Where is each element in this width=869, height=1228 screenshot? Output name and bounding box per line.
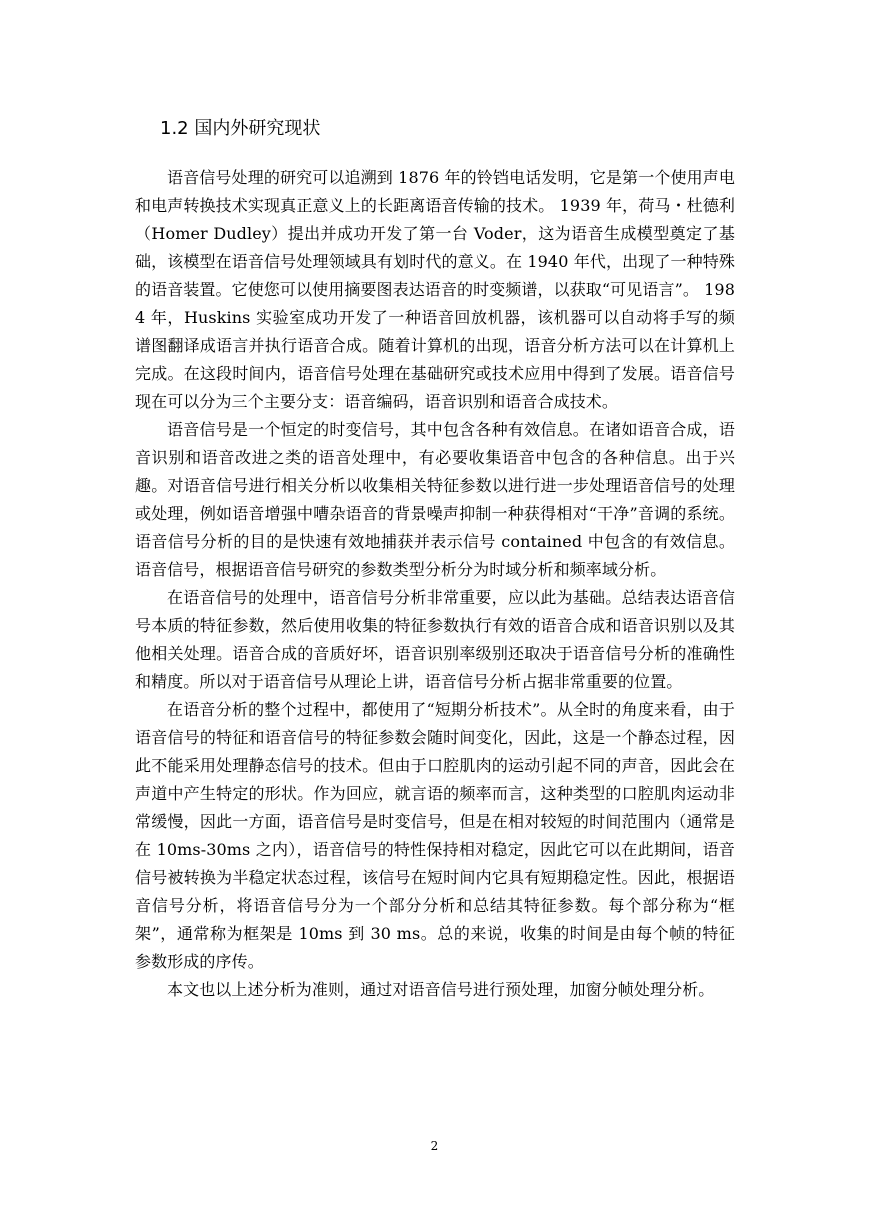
paragraph-4: 在语音分析的整个过程中，都使用了“短期分析技术”。从全时的角度来看，由于语音信号的特征和语音信号的特征参数会随时间变化，因此，这是一个静态过程，因此不能采用处理静态信号的技术。但由于口腔肌肉的运动引起不同的声音，因此会在声道中产生特定的形状。作为回应，就言语的频率而言，这种类型的口腔肌肉运动非常缓慢，因此一方面，语音信号是时变信号，但是在相对较短的时间范围内（通常是在 10ms-30ms 之内），语音信号的特性保持相对稳定，因此它可以在此期间，语音信号被转换为半稳定状态过程，该信号在短时间内它具有短期稳定性。因此，根据语音信号分析，将语音信号分为一个部分分析和总结其特征参数。每个部分称为“框架”，通常称为框架是 10ms 到 30 ms。总的来说，收集的时间是由每个帧的特征参数形成的序传。 xyxy=(135,700,735,971)
paragraph-3: 在语音信号的处理中，语音信号分析非常重要，应以此为基础。总结表达语音信号本质的特征参数，然后使用收集的特征参数执行有效的语音合成和语音识别以及其他相关处理。语音合成的音质好坏，语音识别率级别还取决于语音信号分析的准确性和精度。所以对于语音信号从理论上讲，语音信号分析占据非常重要的位置。 xyxy=(135,588,735,691)
paragraph-5: 本文也以上述分析为准则，通过对语音信号进行预处理，加窗分帧处理分析。 xyxy=(167,980,715,999)
body-text xyxy=(135,164,735,1004)
paragraph-1: 语音信号处理的研究可以追溯到 1876 年的铃铛电话发明，它是第一个使用声电和电声转换技术实现真正意义上的长距离语音传输的技术。 1939 年，荷马・杜德利（Homer Dudley）提出并成功开发了第一台 Voder，这为语音生成模型奠定了基础，该模型在语音信号处理领域具有划时代的意义。在 1940 年代，出现了一种特殊的语音装置。它使您可以使用摘要图表达语音的时变频谱，以获取“可见语言”。 1984 年，Huskins 实验室成功开发了一种语音回放机器，该机器可以自动将手写的频谱图翻译成语言并执行语音合成。随着计算机的出现，语音分析方法可以在计算机上完成。在这段时间内，语音信号处理在基础研究或技术应用中得到了发展。语音信号现在可以分为三个主要分支：语音编码，语音识别和语音合成技术。 xyxy=(135,168,735,411)
page-number: 2 xyxy=(430,1139,439,1153)
section-heading: 1.2 国内外研究现状 xyxy=(160,118,321,139)
paragraph-2: 语音信号是一个恒定的时变信号，其中包含各种有效信息。在诸如语音合成，语音识别和语音改进之类的语音处理中，有必要收集语音中包含的各种信息。出于兴趣。对语音信号进行相关分析以收集相关特征参数以进行进一步处理语音信号的处理或处理，例如语音增强中嘈杂语音的背景噪声抑制一种获得相对“干净”音调的系统。语音信号分析的目的是快速有效地捕获并表示信号 contained 中包含的有效信息。语音信号，根据语音信号研究的参数类型分析分为时域分析和频率域分析。 xyxy=(135,420,735,579)
